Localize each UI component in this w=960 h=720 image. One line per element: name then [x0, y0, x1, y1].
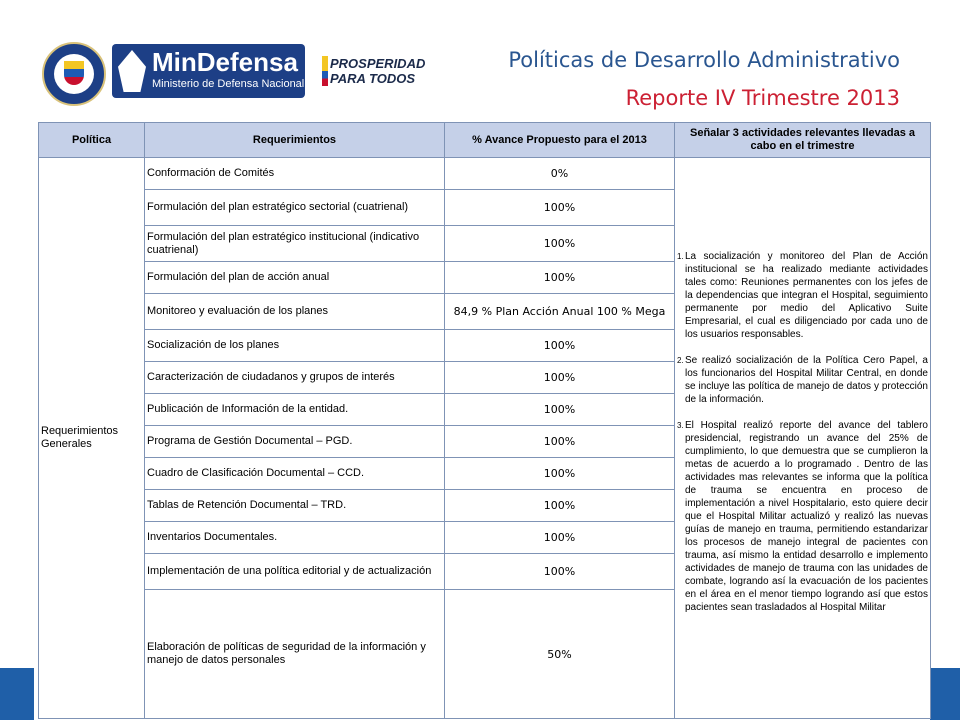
activity-item — [677, 354, 928, 406]
progress-cell: 100% — [445, 330, 675, 362]
requirement-cell: Conformación de Comités — [145, 158, 445, 190]
requirement-cell: Tablas de Retención Documental – TRD. — [145, 490, 445, 522]
coat-of-arms-icon — [64, 61, 84, 85]
table-row — [39, 158, 931, 190]
flag-bar-icon — [322, 56, 328, 86]
requirement-cell: Formulación del plan de acción anual — [145, 262, 445, 294]
requirement-cell: Socialización de los planes — [145, 330, 445, 362]
mindefensa-emblem-icon — [118, 50, 146, 92]
activity-number: 2. — [677, 355, 684, 365]
progress-cell: 100% — [445, 262, 675, 294]
progress-cell: 100% — [445, 190, 675, 226]
requirement-cell: Publicación de Información de la entidad. — [145, 394, 445, 426]
progress-cell: 100% — [445, 458, 675, 490]
progress-cell: 100% — [445, 522, 675, 554]
activity-number: 3. — [677, 420, 684, 430]
decorative-side-bar-left — [0, 668, 34, 720]
activity-text: Se realizó socialización de la Política Cero Papel, a los funcionarios del Hospital Militar Central, en donde se incluye las política de manejo de datos y protección de la información. — [685, 354, 928, 405]
progress-cell: 0% — [445, 158, 675, 190]
column-header-avance: % Avance Propuesto para el 2013 — [445, 123, 675, 158]
policy-cell: Requerimientos Generales — [39, 158, 145, 719]
requirement-cell: Implementación de una política editorial y de actualización — [145, 554, 445, 590]
activity-text: El Hospital realizó reporte del avance del tablero presidencial, registrando un avance del 25% de cumplimiento, lo que demuestra que se cumplieron la metas de acuerdo a lo programado . Dentro de las actividades mas relevantes se informa que la política de trauma se encuentra en proceso de implementación a nivel Hospitalario, esto quiere decir que el Hospital Militar actualizó y realizó las nuevas guías de manejo en trauma, permitiendo estandarizar los procesos de manejo integral de pacientes con trauma, así mismo la entidad desarrollo e implemento actividades de manejo de trauma con las unidades de combate, logrando así la evacuación de los pacientes en el área en el menor tiempo logrando así que estos pacientes sean trasladados al Hospital Militar — [685, 419, 928, 613]
progress-cell: 84,9 % Plan Acción Anual 100 % Mega — [445, 294, 675, 330]
activity-number: 1. — [677, 251, 684, 261]
page-subtitle: Reporte IV Trimestre 2013 — [625, 86, 900, 110]
activity-item — [677, 419, 928, 614]
colombia-seal-logo — [42, 42, 106, 106]
progress-cell: 100% — [445, 490, 675, 522]
requirement-cell: Caracterización de ciudadanos y grupos de interés — [145, 362, 445, 394]
progress-cell: 100% — [445, 226, 675, 262]
page-title: Políticas de Desarrollo Administrativo — [508, 48, 900, 72]
requirement-cell: Inventarios Documentales. — [145, 522, 445, 554]
progress-cell: 100% — [445, 426, 675, 458]
progress-cell: 100% — [445, 362, 675, 394]
prosperidad-logo — [322, 56, 430, 86]
decorative-side-bar-right — [930, 668, 960, 720]
mindefensa-logo — [112, 44, 305, 98]
requirement-cell: Formulación del plan estratégico institucional (indicativo cuatrienal) — [145, 226, 445, 262]
column-header-requerimientos: Requerimientos — [145, 123, 445, 158]
progress-cell: 100% — [445, 394, 675, 426]
progress-cell: 100% — [445, 554, 675, 590]
mindefensa-logo-title: MinDefensa — [152, 47, 298, 77]
requirement-cell: Elaboración de políticas de seguridad de la información y manejo de datos personales — [145, 590, 445, 719]
activity-text: La socialización y monitoreo del Plan de Acción institucional se ha realizado mediante actividades tales como: Reuniones permanentes con los jefes de la dependencias que integran el Hospital, seguimiento permanente por medio del Aplicativo Suite Empresarial, el cual es diligenciado por cada uno de los usuarios responsables. — [685, 250, 928, 340]
prosperidad-logo-text — [330, 56, 425, 86]
prosperidad-line1: PROSPERIDAD — [330, 56, 426, 71]
column-header-actividades: Señalar 3 actividades relevantes llevadas a cabo en el trimestre — [675, 123, 931, 158]
requirement-cell: Formulación del plan estratégico sectorial (cuatrienal) — [145, 190, 445, 226]
mindefensa-logo-subtitle: Ministerio de Defensa Nacional — [152, 78, 305, 90]
requirement-cell: Programa de Gestión Documental – PGD. — [145, 426, 445, 458]
column-header-politica: Política — [39, 123, 145, 158]
slide-header — [0, 0, 960, 122]
requirement-cell: Cuadro de Clasificación Documental – CCD. — [145, 458, 445, 490]
requirement-cell: Monitoreo y evaluación de los planes — [145, 294, 445, 330]
progress-cell: 50% — [445, 590, 675, 719]
policies-table — [38, 122, 931, 719]
activities-cell — [675, 158, 931, 719]
prosperidad-line2: PARA TODOS — [330, 71, 415, 86]
activity-item — [677, 250, 928, 341]
table-header-row — [39, 123, 931, 158]
table-body — [39, 158, 931, 719]
